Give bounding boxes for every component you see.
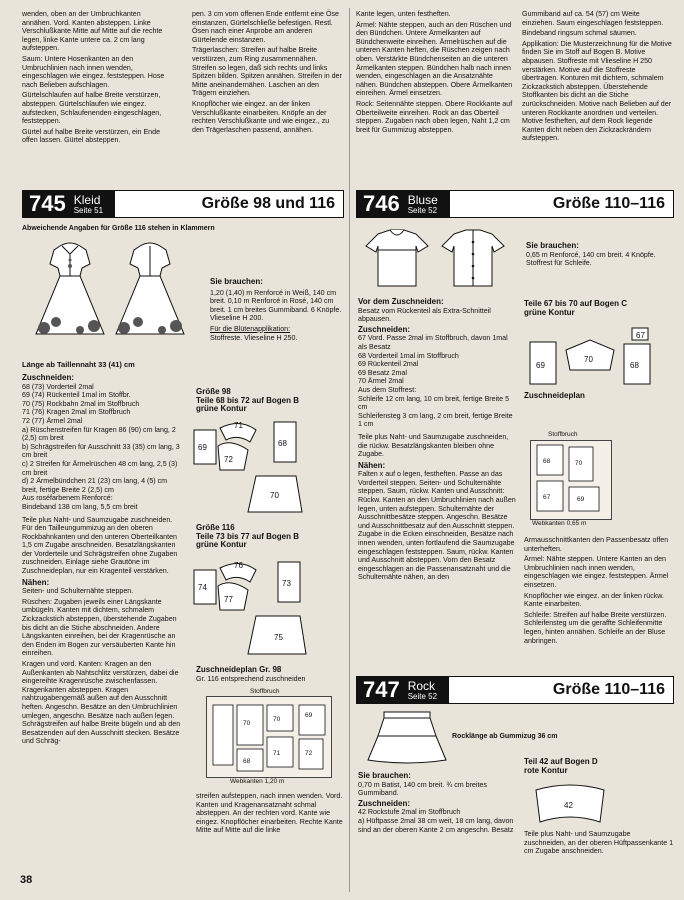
svg-text:68: 68	[243, 758, 251, 765]
size-98-block	[196, 388, 346, 414]
paragraph: Gürtel auf halbe Breite verstürzen, ein Ende offen lassen. Gürtel absteppen.	[22, 127, 161, 145]
cutting-plan-746-diagram	[530, 440, 612, 520]
pattern-pieces-116	[190, 556, 340, 662]
model-page-ref: Seite 52	[407, 205, 438, 215]
plan-title: Zuschneideplan	[524, 391, 585, 400]
requirements-title: Sie brauchen:	[358, 771, 411, 780]
svg-text:71: 71	[234, 421, 243, 430]
cutting-title: Zuschneiden:	[22, 373, 75, 382]
svg-text:68: 68	[278, 439, 287, 448]
cutting-item: Aus roséfarbenem Renforcé:	[22, 494, 113, 503]
paragraph: Knopflöcher wie eingez. an der linken rückw. Kante einarbeiten.	[524, 591, 664, 609]
svg-text:71: 71	[273, 750, 281, 757]
cutting-item: 42 Rockstufe 2mal im Stoffbruch	[358, 808, 461, 817]
svg-text:70: 70	[575, 460, 583, 467]
paragraph: Saum: Untere Hosenkanten an den Umbruchlinien nach innen wenden, eingeschlagen wie eingez. feststeppen. Hose nach Belieben aufschlagen.	[22, 54, 165, 89]
model-page-ref: Seite 52	[407, 691, 438, 701]
svg-text:70: 70	[243, 720, 251, 727]
model-meta	[72, 191, 115, 217]
size-116-parts: Teile 73 bis 77 auf Bogen B	[196, 531, 299, 541]
sewing-746-right	[524, 536, 674, 647]
svg-text:75: 75	[274, 633, 283, 642]
cutting-item: 70 (75) Rockbahn 2mal im Stoffbruch	[22, 399, 140, 408]
svg-text:67: 67	[543, 494, 551, 501]
cutting-item: 69 (74) Rückenteil 1mal im Stoffbr.	[22, 391, 131, 400]
model-746-header	[356, 190, 674, 218]
svg-text:72: 72	[224, 455, 233, 464]
sewing-title: Nähen:	[22, 577, 50, 587]
cutting-item: 68 (73) Vorderteil 2mal	[22, 382, 94, 391]
model-title: Bluse	[407, 192, 438, 207]
plan-drawing	[207, 697, 331, 777]
pre-cut-title: Vor dem Zuschneiden:	[358, 297, 444, 306]
parts-note: Teile plus Naht- und Saumzugabe zuschneiden, die rückw. Besatzlängskanten bleiben ohne Zugabe.	[358, 432, 509, 459]
plan-subtitle: Gr. 116 entsprechend zuschneiden	[196, 674, 306, 683]
cutting-item: b) Schrägstreifen für Ausschnitt 33 (35) cm lang, 3 cm breit	[22, 442, 180, 460]
requirements-747	[358, 772, 518, 836]
dress-length: Länge ab Taillennaht 33 (41) cm	[22, 360, 135, 369]
svg-text:70: 70	[273, 716, 281, 723]
svg-text:68: 68	[543, 458, 551, 465]
pattern-pieces-98	[190, 416, 340, 522]
pattern-piece-42	[530, 782, 610, 828]
svg-text:69: 69	[577, 496, 585, 503]
parts-title: Teil 42 auf Bogen D	[524, 757, 598, 766]
paragraph: Knopflöcher wie eingez. an der linken Verschlußkante einarbeiten. Knöpfe an der rechten Verschlußkante und wie eingez., zu den Trägerlaschen passend, annähen.	[192, 99, 330, 134]
model-size: Größe 110–116	[449, 677, 673, 703]
svg-text:68: 68	[630, 361, 639, 370]
size-116-block	[196, 524, 346, 550]
cutting-item: a) Rüschenstreifen für Kragen 86 (90) cm lang, 2 (2,5) cm breit	[22, 425, 176, 443]
cutting-item: 71 (76) Kragen 2mal im Stoffbruch	[22, 408, 131, 417]
paragraph: Schleife: Streifen auf halbe Breite verstürzen. Schleifensteg um die geraffte Schleifenmitte legen, hinten annähen. Schleife an der Bluse anbringen.	[524, 610, 667, 645]
column-divider	[349, 8, 350, 892]
cutting-items	[22, 383, 182, 512]
cutting-items	[358, 334, 518, 429]
svg-text:76: 76	[234, 561, 243, 570]
pattern-pieces-746	[524, 326, 674, 390]
paragraph: Armausschnittkanten den Passenbesatz offen unterheften.	[524, 536, 669, 553]
svg-text:72: 72	[305, 750, 313, 757]
plan-selvage-label: Webkanten 0,65 m	[532, 520, 587, 527]
model-title: Kleid	[73, 192, 101, 207]
cutting-item: Schleife 12 cm lang, 10 cm breit, fertige Breite 5 cm	[358, 394, 510, 412]
plan-selvage-label: Webkanten 1,20 m	[230, 778, 285, 785]
model-size: Größe 98 und 116	[115, 191, 343, 217]
svg-text:67: 67	[636, 331, 645, 340]
size-98-title: Größe 98	[196, 387, 231, 396]
model-page-ref: Seite 51	[73, 205, 104, 215]
plan-fold-label: Stoffbruch	[548, 431, 578, 438]
svg-text:74: 74	[198, 583, 207, 592]
cutting-title: Zuschneiden:	[358, 798, 411, 808]
paragraph: Ärmel: Nähte steppen, auch an den Rüschen und den Bündchen. Untere Ärmelkanten auf Bündchenweite einreihen. Ärmelrüschen auf die unteren Kanten heften, die Rüschen zeigen nach oben. Verstärkte Bündchenseiten an die unteren Ärmelkanten steppen. Bündchen halb nach innen wenden, eingeschlagen an die Ansatznähte nähen. Bündchen absteppen. Obere Ärmelkanten einreihen. Ärmel einsetzen.	[356, 20, 513, 98]
requirements-title: Sie brauchen:	[210, 277, 263, 286]
paragraph: pen. 3 cm vom offenen Ende entfernt eine Öse einstanzen, Gürtelschließe befestigen. Restl. Ösen nach einer Anprobe am anderen Gürtelende einstanzen.	[192, 10, 339, 44]
svg-text:69: 69	[198, 443, 207, 452]
plan-bottom-text	[196, 792, 346, 837]
paragraph: Gummiband auf ca. 54 (57) cm Weite einziehen. Saum eingeschlagen feststeppen.	[522, 10, 664, 27]
svg-text:77: 77	[224, 595, 233, 604]
skirt-illustration	[362, 708, 452, 768]
cutting-item: 72 (77) Ärmel 2mal	[22, 416, 83, 425]
paragraph: Ärmel: Nähte steppen. Untere Kanten an den Umbruchlinien nach innen wenden, eingeschlagen wie eingez. feststeppen. Ärmel einsetzen.	[524, 555, 669, 589]
svg-text:69: 69	[305, 712, 313, 719]
model-title: Rock	[407, 678, 436, 693]
cutting-item: 68 Vorderteil 1mal im Stoffbruch	[358, 351, 459, 360]
svg-text:73: 73	[282, 579, 291, 588]
requirements-745	[210, 278, 344, 344]
cutting-list-745	[22, 374, 182, 748]
paragraph: streifen aufsteppen, nach innen wenden. Vord. Kanten und Kragenansatznaht schmal absteppen. An der rechten vord. Kante wie eingez. Knopflöcher einarbeiten. Rechte Kante Mitte auf Mitte auf die linke	[196, 792, 343, 835]
cutting-item: Bindeband 138 cm lang, 5,5 cm breit	[22, 502, 138, 511]
model-745-header	[22, 190, 344, 218]
sewing-step: Kragen und vord. Kanten: Kragen an den Außenkanten ab Nahtschlitz verstürzen, dabei die eingereihte Kragenrüsche zwischenfassen. Kragenkanten absteppen. Kragen nahtzugabengemäß außen auf den Ausschnitt heften. Angeschn. Besätze an den Umbruchlinien umlegen, angeschn. Besätze nach außen legen. Schrägstreifen auf halbe Breite bügeln und ab den Besatzenden auf den Ausschnitt stecken. Besätze und Schräg-	[22, 660, 181, 746]
requirements-title: Sie brauchen:	[526, 241, 579, 250]
top-column-2	[192, 10, 342, 136]
paragraph: Trägerlaschen: Streifen auf halbe Breite verstürzen, zum Ring zusammennähen. Streifen so legen, daß sich rechts und links Spitzen bilden. Spitzen annähen. Streifen in der Mitte aneinandernähen. Laschen an den Trägern einziehen.	[192, 46, 342, 98]
cutting-list-746	[358, 298, 518, 584]
dress-illustration	[30, 236, 200, 346]
svg-text:42: 42	[564, 801, 573, 810]
sewing-text: Falten x auf o legen, festheften. Passe an das Vorderteil steppen. Seiten- und Schulternähte steppen. Saum, rückw. Kanten und Ausschnitt: Rückw. Kanten an den Umbruchlinien nach außen legen, unten aufsteppen. Schulternähte der Ausschnittbesätze steppen. Angeschn. Besätze und Ausschnittbesatz auf den Ausschnitt steppen. Zugabe in die Ecken einschneiden, Besätze nach innen wenden, unten fortlaufend die Saumzugabe eingeschlagen feststeppen. Saum, rückw. Kanten und Ausschnitt absteppen. Vorn den Besatz eingeschlagen an die Passenansatznaht und die Schulternähte nähen, an den	[358, 470, 516, 582]
cutting-item: d) 2 Ärmelbündchen 21 (23) cm lang, 4 (5) cm breit, fertige Breite 2 (2,5) cm	[22, 477, 168, 494]
paragraph: Teile plus Naht- und Saumzugabe zuschneiden, an der oberen Hüftpassenkante 1 cm Zugabe anschneiden.	[524, 830, 674, 856]
size-98-parts: Teile 68 bis 72 auf Bogen B	[196, 395, 299, 405]
svg-text:70: 70	[270, 491, 279, 500]
model-number: 747	[357, 677, 406, 703]
top-column-1	[22, 10, 170, 147]
parts-title: Teile 67 bis 70 auf Bogen C	[524, 299, 627, 308]
paragraph: Rock: Seitennähte steppen. Obere Rockkante auf Oberteilweite einreihen. Rock an das Oberteil steppen. Zugaben nach oben legen, Naht 1,2 cm breit für Gummizug absteppen.	[356, 99, 513, 134]
cutting-plan-745-diagram	[206, 696, 332, 778]
model-number: 745	[23, 191, 72, 217]
skirt-length: Rocklänge ab Gummizug 36 cm	[452, 733, 558, 740]
requirements-746	[526, 242, 672, 270]
paragraph: Kante legen, unten festheften.	[356, 10, 451, 18]
model-number: 746	[357, 191, 406, 217]
parts-746	[524, 300, 674, 317]
sewing-step: Rüschen: Zugaben jeweils einer Längskante umbügeln. Kanten mit dichtem, schmalem Zickzackstich absteppen, überstehende Zugaben bis dicht an die Stiche abschneiden. Andere Längskanten einreihen, bei der Kragenrüsche an den Enden im Bogen zur versäuberten Kante hin einreihen.	[22, 597, 177, 658]
sewing-title: Nähen:	[358, 460, 386, 470]
pre-cut-text: Besatz vom Rückenteil als Extra-Schnitteil abpausen.	[358, 306, 491, 324]
cutting-item: a) Hüftpasse 2mal 38 cm weit, 18 cm lang, davon sind an der oberen Kante 2 cm angeschn. Besatz	[358, 816, 514, 834]
paragraph: wenden, oben an der Umbruchkanten annähen. Vord. Kanten absteppen. Linke Verschlußkante Mitte auf Mitte auf die rechte legen, linke Kante untere ca. 2 cm lang aufsteppen.	[22, 10, 163, 53]
size-98-contour: grüne Kontur	[196, 404, 247, 414]
cutting-item: c) 2 Streifen für Ärmelrüschen 48 cm lang, 2,5 (3) cm breit	[22, 459, 178, 477]
plan-title: Zuschneideplan Gr. 98	[196, 665, 282, 674]
size-116-title: Größe 116	[196, 523, 235, 532]
parts-note-747	[524, 830, 674, 858]
paragraph: Gürtelschlaufen auf halbe Breite verstürzen, absteppen. Gürtelschlaufen wie eingez. aufstecken, Schlaufenenden eingeschlagen, feststeppen.	[22, 91, 162, 126]
requirements-text: 0,65 m Renforcé, 140 cm breit. 4 Knöpfe. Stoffrest für Schleife.	[526, 250, 656, 268]
parts-contour: rote Kontur	[524, 765, 568, 775]
cutting-plan-745	[196, 666, 346, 683]
parts-747	[524, 758, 674, 775]
top-column-3	[356, 10, 516, 136]
plan-fold-label: Stoffbruch	[250, 688, 280, 695]
blouse-illustration	[360, 224, 510, 292]
cutting-item: Schleifensteg 3 cm lang, 2 cm breit, fertige Breite 1 cm	[358, 411, 513, 429]
size-116-contour: grüne Kontur	[196, 540, 247, 550]
size-note: Abweichende Angaben für Größe 116 stehen in Klammern	[22, 225, 215, 232]
parts-note: Teile plus Naht- und Saumzugabe zuschneiden. Für den Tailleungummizug an den oberen Rockbahnkanten und den unteren Oberteilkanten 1,5 cm Zugabe anschneiden. Besatzlängskanten der Vorderteile und Schrägstreifen ohne Zugaben zuschneiden. Einlage siehe Grautöne im Zuschneideplan, nur ein Kragenteil verstärken.	[22, 515, 178, 576]
page-number: 38	[20, 874, 33, 886]
cutting-item: Aus dem Stoffrest:	[358, 385, 417, 394]
model-meta	[406, 677, 449, 703]
cutting-item: 69 Rückenteil 2mal	[358, 360, 419, 369]
plan-drawing	[531, 441, 611, 519]
requirements-text: 1,20 (1,40) m Renforcé in Weiß, 140 cm breit. 0,10 m Renforcé in Rosé, 140 cm breit. 1 cm breites Gummiband. 6 Knöpfe. Vlieseline H 200.	[210, 288, 342, 323]
cutting-item: 67 Vord. Passe 2mal im Stoffbruch, davon 1mal als Besatz	[358, 334, 508, 351]
paragraph: Applikation: Die Musterzeichnung für die Motive finden Sie im Stoff auf Bogen B. Motive abpausen. Stoffreste mit Vlieseline H 250 verstärken. Motive auf die Stoffreste übertragen. Konturen mit dichtem, schmalem Zickzackstich absteppen. Überstehende Stoffkanten bis dicht an die Stiche zurückschneiden. Motive nach Belieben auf der unteren Rockkante anordnen und verteilen. Motive festheften, auf dem Rock liegende Kanten dicht neben den Zickzackrändern aufsteppen.	[522, 39, 672, 143]
model-747-header	[356, 676, 674, 704]
cutting-item: 70 Ärmel 2mal	[358, 377, 404, 386]
model-size: Größe 110–116	[450, 191, 673, 217]
cutting-item: 69 Besatz 2mal	[358, 368, 407, 377]
applique-title: Für die Blütenapplikation:	[210, 324, 291, 333]
applique-text: Stoffreste. Vlieseline H 250.	[210, 333, 298, 342]
svg-text:70: 70	[584, 355, 593, 364]
paragraph: Bindeband ringsum schmal säumen.	[522, 29, 637, 38]
plan-746-title	[524, 392, 674, 401]
svg-text:69: 69	[536, 361, 545, 370]
model-meta	[406, 191, 450, 217]
top-column-4	[522, 10, 672, 145]
cutting-title: Zuschneiden:	[358, 324, 411, 334]
sewing-step: Seiten- und Schulternähte steppen.	[22, 587, 134, 596]
requirements-text: 0,70 m Batist, 140 cm breit. ¾ cm breites Gummiband.	[358, 780, 487, 798]
parts-contour: grüne Kontur	[524, 307, 575, 317]
